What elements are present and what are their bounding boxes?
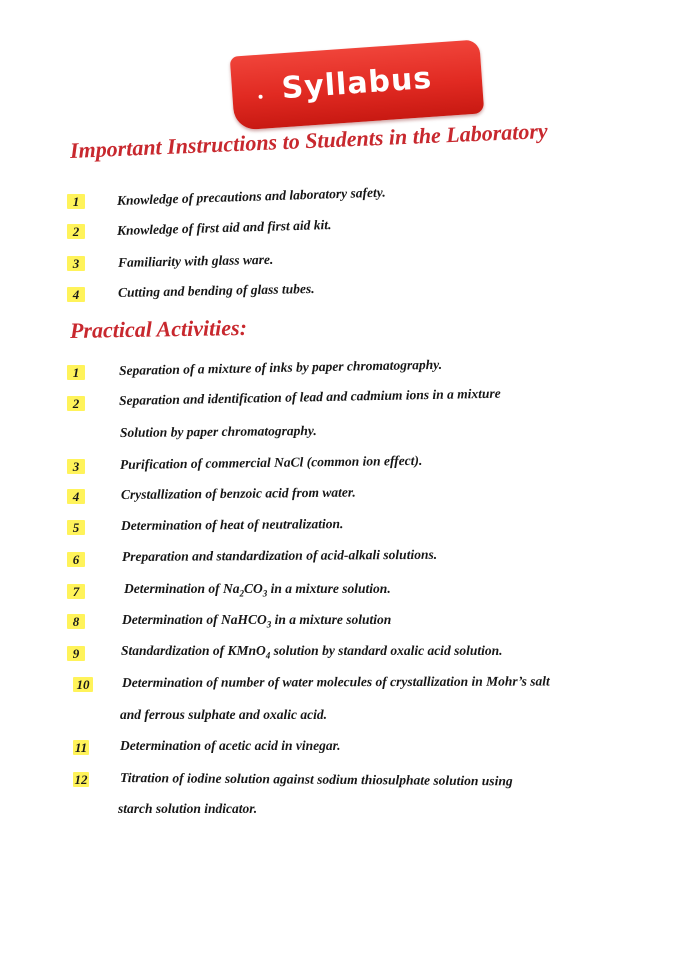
- activity-text: Purification of commercial NaCl (common ion effect).: [119, 452, 423, 472]
- instruction-text: Knowledge of precautions and laboratory safety.: [116, 184, 386, 208]
- activity-text: [121, 643, 502, 661]
- activity-text: Determination of heat of neutralization.: [120, 516, 344, 533]
- formula-prefix: Determination of NaHCO: [122, 612, 267, 627]
- activity-text: [124, 581, 391, 599]
- banner-dot: [258, 95, 262, 99]
- activity-number: 8: [67, 614, 85, 629]
- instruction-number: 4: [67, 287, 85, 302]
- formula-subscript: 4: [265, 650, 271, 661]
- activity-text: Separation and identification of lead and cadmium ions in a mixture: [118, 385, 501, 408]
- formula-suffix: in a mixture solution.: [267, 581, 391, 596]
- activity-text: Titration of iodine solution against sodium thiosulphate solution using: [119, 770, 513, 789]
- instruction-number: 2: [67, 224, 85, 239]
- formula-subscript: 3: [266, 619, 272, 630]
- formula-suffix: in a mixture solution: [271, 612, 392, 627]
- activity-text: Separation of a mixture of inks by paper chromatography.: [118, 356, 443, 378]
- instruction-number: 3: [67, 256, 85, 271]
- instruction-text: Knowledge of first aid and first aid kit.: [116, 217, 332, 238]
- activity-number: 6: [67, 552, 85, 567]
- formula-middle: CO: [244, 581, 263, 596]
- instruction-text: Familiarity with glass ware.: [117, 251, 274, 270]
- formula-suffix: solution by standard oxalic acid solution.: [270, 643, 503, 658]
- banner-title: Syllabus: [280, 60, 434, 106]
- activity-text: [122, 612, 391, 630]
- activity-text: Determination of acetic acid in vinegar.: [120, 738, 341, 753]
- syllabus-banner: [230, 39, 485, 130]
- practical-heading: Practical Activities:: [69, 314, 248, 343]
- formula-subscript: 2: [239, 588, 245, 599]
- activity-text: Determination of number of water molecules of crystallization in Mohr’s salt: [121, 673, 550, 690]
- activity-number: 4: [67, 489, 85, 504]
- formula-prefix: Standardization of KMnO: [121, 643, 266, 658]
- activity-number: 9: [67, 646, 85, 661]
- activity-number: 7: [67, 584, 85, 599]
- activity-text-continued: and ferrous sulphate and oxalic acid.: [120, 707, 328, 722]
- activity-number: 5: [67, 520, 85, 535]
- activity-number: 12: [74, 772, 88, 787]
- activity-number: 11: [74, 740, 88, 755]
- activity-number: 1: [67, 365, 85, 380]
- instructions-heading: Important Instructions to Students in the Laboratory: [69, 117, 549, 163]
- formula-prefix: Determination of Na: [124, 581, 240, 596]
- instruction-text: Cutting and bending of glass tubes.: [117, 280, 315, 300]
- formula-subscript: 3: [262, 588, 268, 599]
- activity-number: 10: [73, 677, 93, 692]
- activity-number: 2: [67, 396, 85, 411]
- activity-text: Preparation and standardization of acid-alkali solutions.: [121, 546, 438, 564]
- activity-text-continued: Solution by paper chromatography.: [119, 422, 317, 440]
- activity-number: 3: [67, 459, 85, 474]
- activity-text-continued: starch solution indicator.: [118, 801, 258, 816]
- activity-text: Crystallization of benzoic acid from water.: [120, 484, 356, 502]
- instruction-number: 1: [67, 194, 85, 209]
